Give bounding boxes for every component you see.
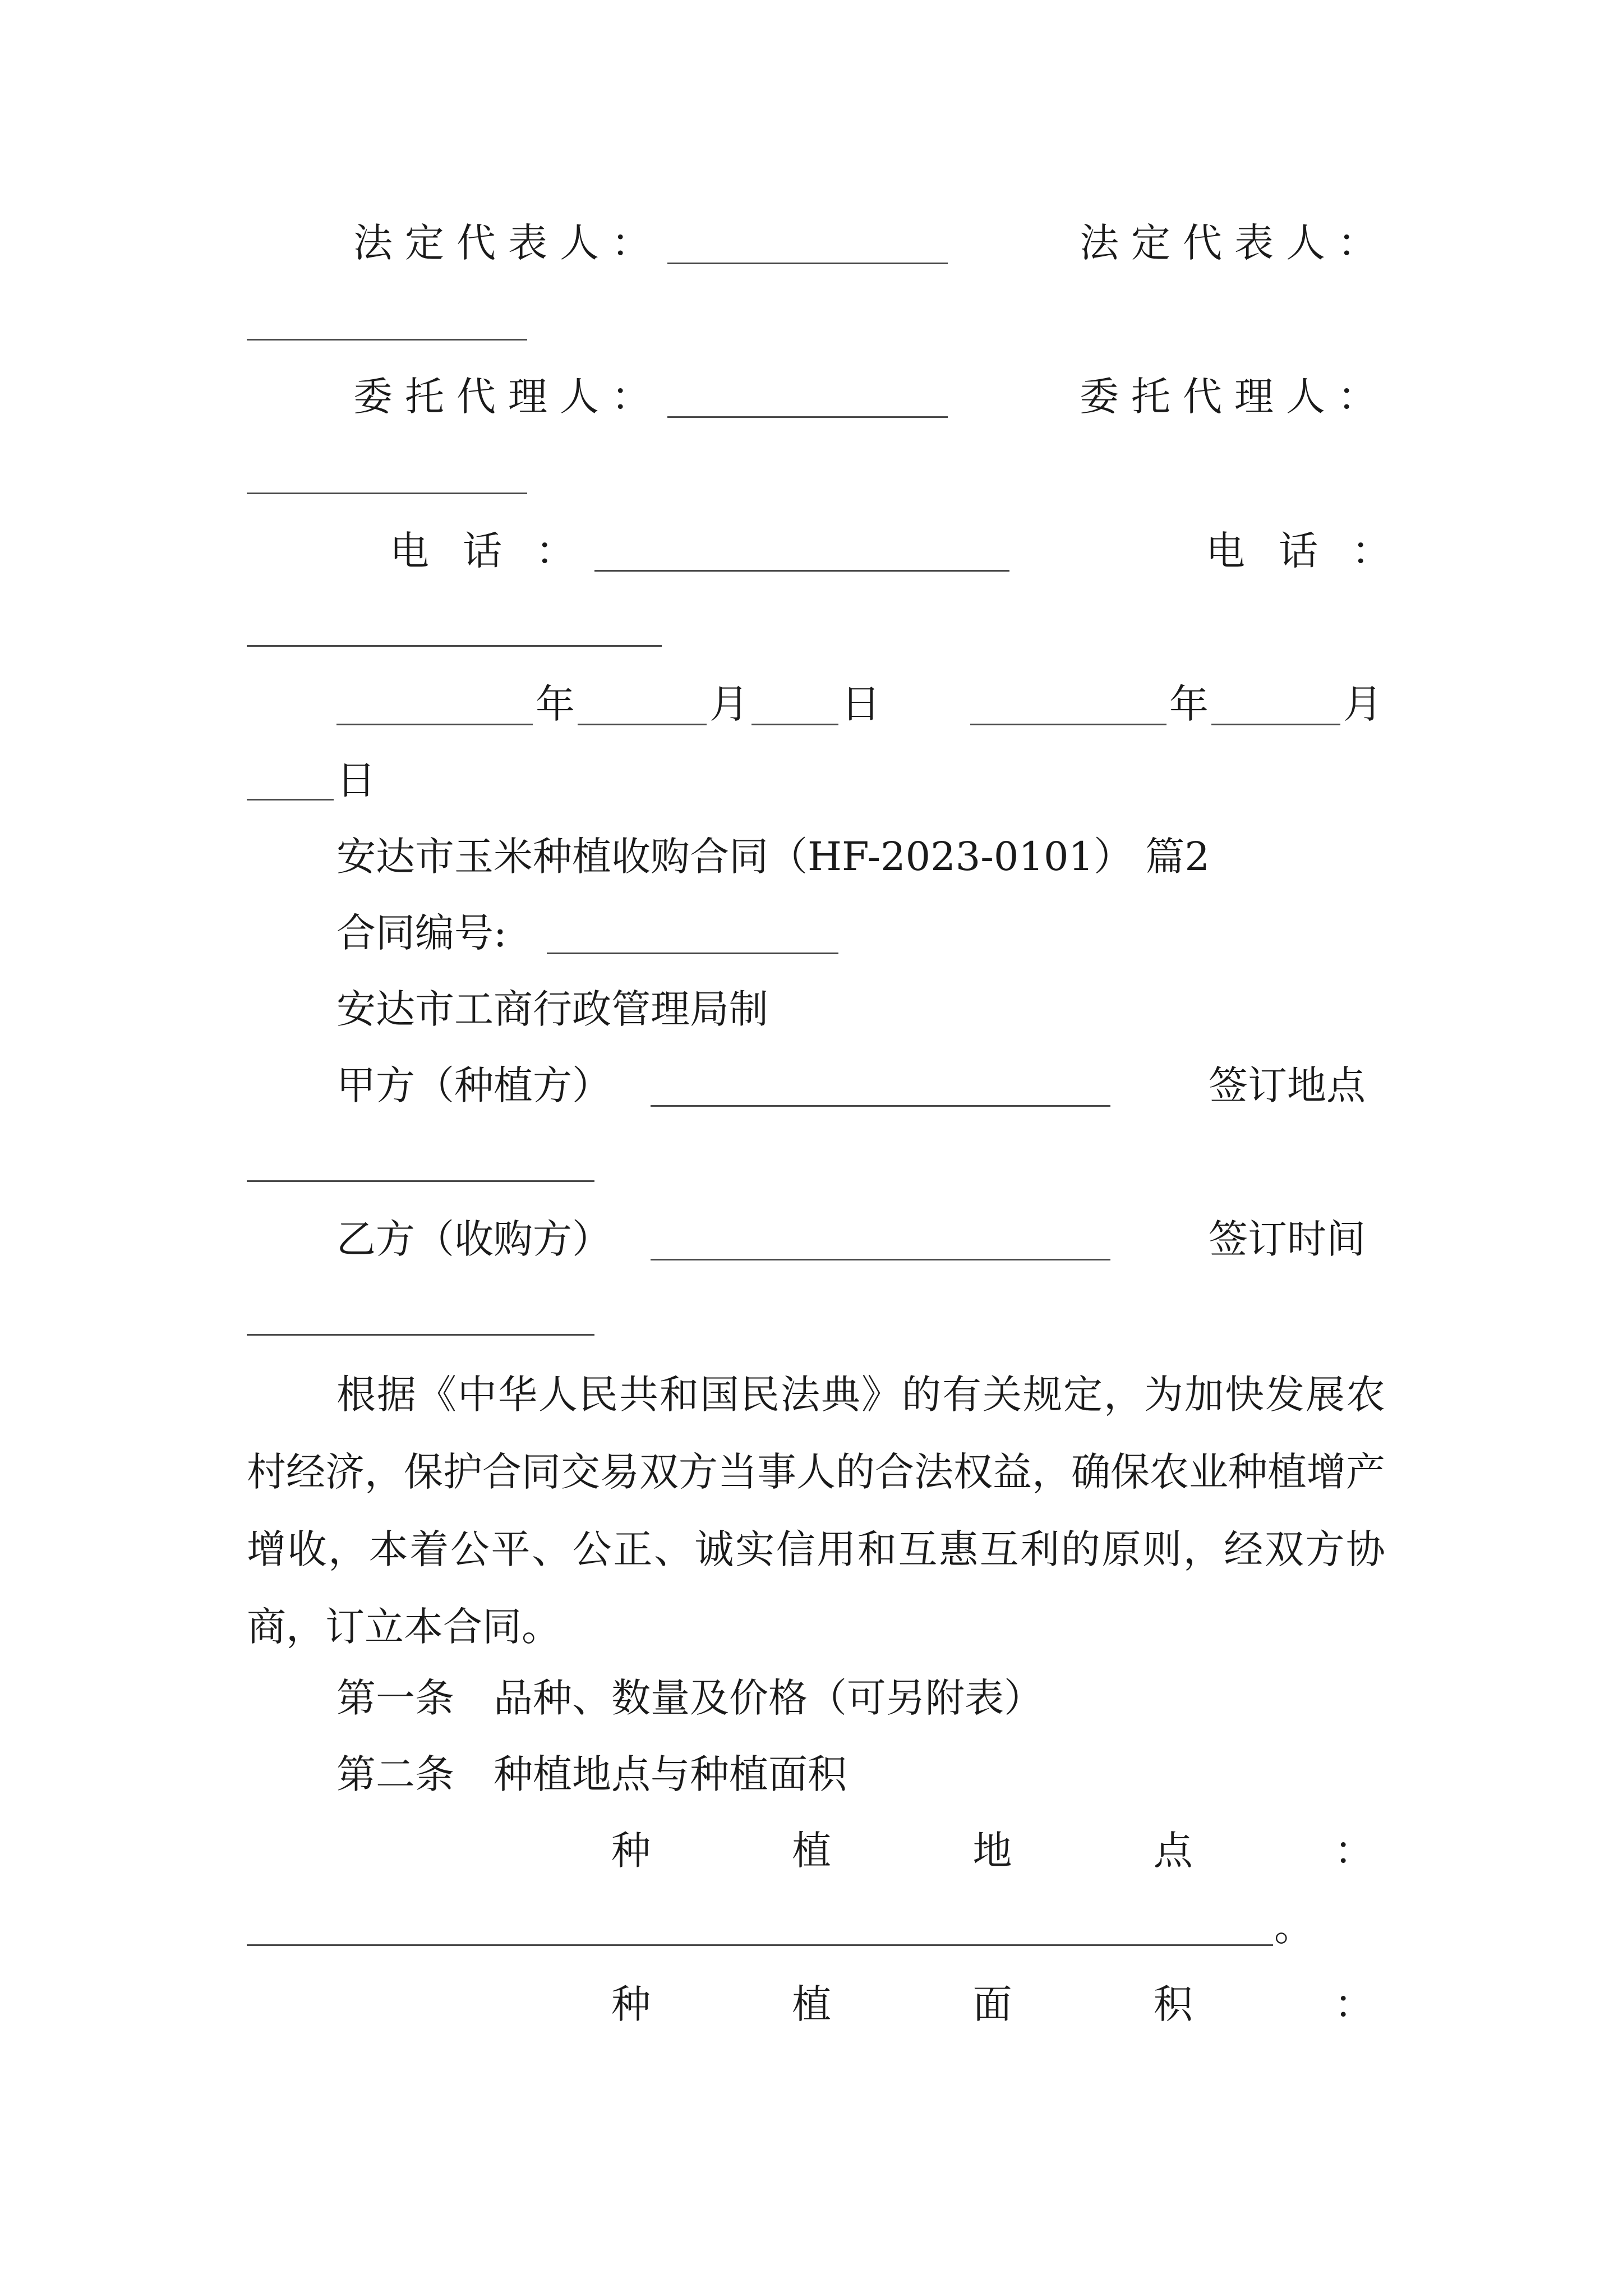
phone-label-b: 电话： (1206, 528, 1424, 574)
party-b-blank[interactable] (651, 1259, 1110, 1260)
date-year-label-b: 年 (1169, 681, 1209, 727)
date-month-blank-b[interactable] (1211, 724, 1340, 725)
date-year-blank-b[interactable] (970, 724, 1166, 725)
planting-area-char: 面 (972, 1981, 1012, 2027)
planting-place-blank[interactable] (247, 1944, 1273, 1946)
date-month-label-a: 月 (709, 681, 749, 727)
planting-place-label (611, 1828, 1373, 1874)
party-a-label: 甲方（种植方） (336, 1062, 611, 1108)
planting-area-char: ： (1334, 1981, 1373, 2027)
date-month-blank-a[interactable] (578, 724, 707, 725)
contract-number-blank[interactable] (547, 953, 838, 954)
date-day-label-b: 日 (336, 757, 376, 803)
planting-place-char: 地 (972, 1828, 1012, 1874)
agent-label-a: 委托代理人： (353, 374, 663, 420)
article-1: 第一条 品种、数量及价格（可另附表） (336, 1675, 1043, 1721)
date-month-label-b: 月 (1343, 681, 1382, 727)
party-a-blank[interactable] (651, 1105, 1110, 1107)
sign-time-blank[interactable] (247, 1334, 594, 1336)
planting-place-char: 点 (1153, 1828, 1193, 1874)
legal-rep-label-b: 法定代表人： (1080, 220, 1389, 266)
agent-blank-b[interactable] (247, 493, 527, 494)
agent-label-b: 委托代理人： (1080, 374, 1389, 420)
planting-area-char: 种 (611, 1981, 651, 2027)
phone-blank-a[interactable] (594, 570, 1009, 572)
contract-issuer: 安达市工商行政管理局制 (336, 986, 768, 1032)
planting-place-end: 。 (1274, 1904, 1313, 1950)
sign-place-label: 签订地点 (1209, 1062, 1366, 1108)
sign-time-label: 签订时间 (1209, 1216, 1366, 1262)
date-year-blank-a[interactable] (336, 724, 533, 725)
planting-area-char: 积 (1153, 1981, 1193, 2027)
date-year-label-a: 年 (536, 681, 575, 727)
sign-place-blank[interactable] (247, 1180, 594, 1182)
legal-rep-blank-b[interactable] (247, 339, 527, 341)
planting-place-char: 种 (611, 1828, 651, 1874)
legal-rep-blank-a[interactable] (667, 263, 948, 264)
article-2: 第二条 种植地点与种植面积 (336, 1751, 847, 1797)
planting-area-char: 植 (792, 1981, 832, 2027)
phone-label-a: 电话： (390, 528, 608, 574)
planting-area-label (611, 1981, 1373, 2027)
planting-place-char: ： (1334, 1828, 1373, 1874)
party-b-label: 乙方（收购方） (336, 1216, 611, 1262)
planting-place-char: 植 (792, 1828, 832, 1874)
agent-blank-a[interactable] (667, 416, 948, 418)
legal-rep-label-a: 法定代表人： (353, 220, 663, 266)
contract-number-label: 合同编号: (336, 910, 507, 956)
date-day-blank-a[interactable] (751, 724, 838, 725)
phone-blank-b[interactable] (247, 645, 662, 647)
contract-title: 安达市玉米种植收购合同（HF-2023-0101） 篇2 (336, 834, 1210, 880)
contract-preamble: 根据《中华人民共和国民法典》的有关规定，为加快发展农村经济，保护合同交易双方当事人的合法权益，确保农业种植增产增收，本着公平、公正、诚实信用和互惠互利的原则，经双方协商，订立本合同。 (247, 1372, 1385, 1650)
date-day-label-a: 日 (841, 681, 880, 727)
date-day-blank-b[interactable] (247, 799, 334, 800)
